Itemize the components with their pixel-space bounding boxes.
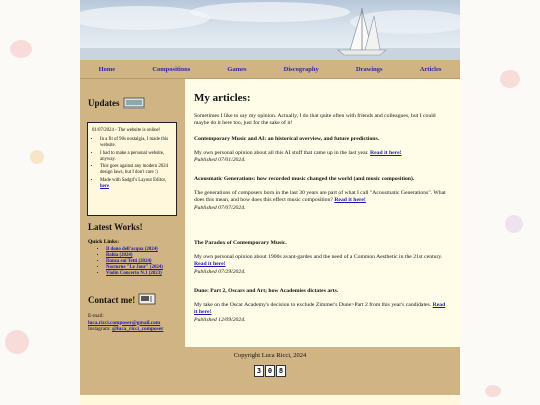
quick-link-item[interactable]: Danza sui Tetti (2024)	[106, 259, 152, 264]
article-entry	[194, 288, 446, 323]
published-date: Published 07/29/2024.	[194, 268, 246, 275]
published-date: Published 12/09/2024.	[194, 316, 246, 323]
computer-icon	[123, 97, 145, 109]
footer	[80, 347, 460, 395]
quick-links-label: Quick Links:	[88, 239, 120, 245]
article-entry	[194, 240, 446, 275]
article-title: The Paradox of Contemporary Music.	[194, 240, 287, 246]
published-date: Published 07/07/2024.	[194, 204, 246, 211]
article-description: The generations of composers born in the last 30 years are part of what I call "Acousmatic Generations". What does this mean, and how does this effect music composition?	[194, 190, 446, 204]
article-title: Contemporary Music and AI: an historical overview, and future predictions.	[194, 136, 380, 142]
contact-heading: Contact me!	[88, 294, 136, 305]
quick-link-item[interactable]: Violin Concerto N.1 (2023)	[106, 271, 162, 276]
nav-home[interactable]: Home	[98, 65, 116, 73]
read-more-link[interactable]: Read it here!	[194, 302, 446, 316]
email-link[interactable]: luca.ricci.composer@gmail.com	[88, 319, 161, 326]
mailbox-icon	[138, 293, 156, 306]
background-decoration	[500, 70, 520, 88]
nav-articles[interactable]: Articles	[419, 65, 442, 73]
sailboat-banner-image	[80, 0, 460, 60]
layout-editor-link[interactable]: here	[100, 183, 109, 189]
background-decoration	[5, 330, 29, 354]
update-intro: 01/07/2024 - The website is online!	[92, 128, 161, 133]
latest-works-heading: Latest Works!	[88, 222, 143, 232]
nav-discography[interactable]: Discography	[283, 65, 319, 73]
article-entry	[194, 176, 446, 211]
page-container	[80, 0, 460, 405]
header-banner	[80, 0, 460, 60]
visitor-counter	[80, 365, 460, 377]
page-title: My articles:	[194, 92, 251, 104]
read-more-link[interactable]: Read it here!	[194, 261, 226, 268]
updates-heading: Updates	[88, 98, 120, 108]
quick-link-item[interactable]: Nocturne "Le Jour" (2024)	[106, 265, 163, 270]
intro-text: Sometimes I like to say my opinion. Actually, I do that quite often with friends and colleagues, but I could maybe do it here too, just for the sake of it!	[194, 113, 436, 127]
nav-compositions[interactable]: Compositions	[152, 65, 191, 73]
list-item: • This goes against any modern 2024 design laws, but I don't care :)	[100, 164, 172, 176]
main-navigation	[80, 60, 460, 79]
copyright-text: Copyright Luca Ricci, 2024	[233, 352, 307, 359]
read-more-link[interactable]: Read it here!	[370, 150, 402, 156]
instagram-link[interactable]: @luca_ricci_composer	[111, 326, 164, 333]
main-content	[186, 79, 460, 347]
email-label: E-mail:	[88, 313, 104, 319]
counter-digit: 3	[254, 365, 264, 377]
background-decoration	[10, 40, 32, 58]
counter-digit: 0	[265, 365, 275, 377]
list-item: • I had to make a personal website, anyway.	[100, 151, 172, 163]
instagram-label: Instagram:	[88, 326, 112, 333]
article-description: My take on the Oscar Academy's decision to exclude Zimmer's Dune>Part 2 from this year's candidates.	[194, 302, 433, 308]
quick-link-item[interactable]: Il dono dell'acqua (2024)	[106, 247, 158, 252]
article-title: Dune: Part 2, Oscars and Art; how Academies dictates arts.	[194, 288, 339, 294]
updates-box	[87, 122, 177, 216]
contact-info	[88, 313, 183, 333]
article-title: Acousmatic Generations: how recorded music changed the world (and music composition).	[194, 176, 415, 182]
nav-drawings[interactable]: Drawings	[355, 65, 383, 73]
list-item: • In a fit of 90s nostalgia, I made this website.	[100, 137, 172, 149]
article-description: My own personal opinion about all this AI stuff that came up in the last year.	[194, 150, 371, 156]
quick-link-item[interactable]: Bahia (2024)	[106, 253, 133, 258]
article-description: My own personal opinion about 1900s avant-gardes and the need of a Common Aesthetic in the 21st century.	[194, 254, 443, 260]
update-list	[92, 137, 172, 190]
read-more-link[interactable]: Read it here!	[334, 197, 366, 204]
background-decoration	[505, 215, 523, 233]
background-decoration	[485, 385, 501, 397]
article-entry	[194, 136, 446, 163]
background-decoration	[30, 150, 44, 164]
counter-digit: 8	[276, 365, 286, 377]
quick-links	[88, 239, 183, 277]
nav-games[interactable]: Games	[227, 65, 247, 73]
list-item	[100, 178, 172, 190]
layout-editor-text: Made with Sadgrl's Layout Editor,	[100, 177, 167, 183]
published-date: Published 07/01/2024.	[194, 157, 246, 164]
sidebar	[80, 79, 185, 347]
